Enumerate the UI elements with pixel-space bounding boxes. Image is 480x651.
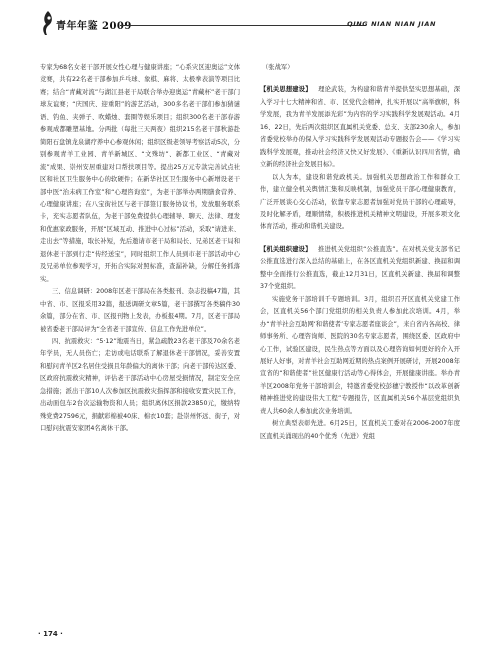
- page-number: · 174 ·: [38, 630, 63, 638]
- section-gap: [260, 74, 460, 84]
- section-heading: 【机关组织建设】: [260, 245, 312, 253]
- paragraph: 以人为本，建设和谐党政机关。加强机关思想政治工作和群众工作，建立健全机关舆情汇集和反映机制，加强党员干部心理健康教育，广泛开展谈心交心活动，依靠专家志愿者加强对党员干部的心理疏导，及时化解矛盾，理顺情绪，积极推进机关精神文明建设，开展多项文化体育活动，推动和谐机关建设。: [260, 173, 460, 231]
- paragraph: 专家为68名女老干部开展女性心理与健康讲座；“心系灾区迎奥运”文体竞赛，共有22名老干部参加乒乓球、象棋、麻将、太极拳表演等项目比赛；结合“青藏对流”与湖江县老干局联合举办迎奥运“青藏杯”老干部门球友谊赛；“庆国庆、迎重阳”的游艺活动，300多名老干部们参加猜谜语、钓鱼、夹弹子、吹蜡烛、套圈等娱乐项目；组织300名老干部春游参观成都雕塑基地。分两批（每批三天两夜）组织215名老干部秋游赴简阳石盘镇龙泉湖疗养中心参观休闲；组织区级老领导考察活动5次，分别参观青羊工业园、青羊新城区、“文殊坊”、新都工业区、“青藏对流”成果、崇州安居重建对口帮扶项目等。提出25万元专款完善试点社区和社区卫生服务中心的软硬件；在新华社区卫生服务中心新增设老干部中医“治未病工作室”和“心理咨询室”，为老干部举办两期膳食营养、心理健康讲座；在八宝街社区与老干部签订服务协议书，发放服务联系卡，充实志愿者队伍，为老干部免费提供心理辅导、聊天、法律、理发和优惠家政服务，开展“区域互动、推进中心过标”活动，采取“请进来、走出去”等措施，取长补短，先后邀请市老干局和局长、兄弟区老干局和退休老干部到行走“传经送宝”，同时组织工作人员到市老干部活动中心及兄弟单位参观学习，开拓合实际对照标准，查漏补缺，分解任务抓落实。: [40, 64, 240, 283]
- header-pinyin: QING NIAN NIAN JIAN: [347, 20, 436, 28]
- paragraph-text: 推进机关党组织“公推直选”。在对机关党支部书记公推直选进行深入总结的基础上，在各区直机关党组织新建、换届和调整中全面推行公推直选，截止12月31日，区直机关新建、换届和调整37个党组织。: [260, 245, 461, 291]
- section-heading: 【机关思想建设】: [260, 86, 312, 94]
- section-paragraph: [260, 244, 460, 294]
- section-paragraph: [260, 84, 460, 171]
- left-column: [40, 62, 240, 436]
- section-gap: [260, 234, 460, 244]
- header-title: 青年年鉴 2009: [56, 21, 132, 32]
- paragraph: 树立典型表彰先进。6月25日，区直机关工委对在2006-2007年度区直机关涌现出的40个优秀（先进）党组: [260, 420, 460, 440]
- paragraph-text: 理论武装，为构建和谐青羊提供坚实思想基础，深入学习十七大精神和省、市、区党代会精神，扎实开展以“高举旗帜，科学发展，我为青羊发展添光彩”为内容的学习实践科学发展观活动。4月16、22日，先后两次组织区直属机关党委、总支、支部230余人，参加省委党校举办的保入学习实践科学发展观活动专题报告会——《学习实践科学发展观，推动社会经济又快又好发展》、《重新认识四川省情，确立新的经济社会发展目标》。: [260, 86, 461, 169]
- author-signoff: （张战军）: [262, 64, 294, 71]
- yearbook-logo-icon: [40, 10, 56, 36]
- page-header: [0, 0, 480, 40]
- header-rule: [120, 25, 366, 26]
- paragraph: 三、信息调研：2008年区老干部局在各类报刊、杂志投稿47篇，其中省、市、区报采用32篇，报送调研文章5篇，老干部撰写各类稿件30余篇，部分在省、市、区报刊物上发表，办板报4期。7月，区老干部局被省委老干部局评为“全省老干部宣传、信息工作先进单位”。: [40, 288, 240, 333]
- right-column: [260, 62, 460, 443]
- paragraph: 实施党务干部培训千专题培训。3月，组织召开区直机关党建工作会，区直机关56个部门党组织的相关负责人参加此次培训。4月，举办“青羊社会互助网‘和谐使者’专家志愿者座谈会”，来自省内各高校、律师事务所、心理咨询师、医院的30名专家志愿者，围绕区委、区政府中心工作，试验区建设，民生热点等方面以及心理咨询如何更好的介入开展好人好事，对青羊社会互助网近期的热点案例开展研讨，开展2008年宣省的“和谐使者”社区健康行活动等心得体会，开展健康讲座。举办青羊区2008年党务干部培训会，特邀省委党校彭穗宁教授作“以改革创新精神推进党的建设伟大工程”专题报告，区直属机关56个基层党组织负责人共60余人参加此次业务培训。: [260, 295, 460, 415]
- paragraph: 四、抗震救灾：“5·12”地震当日，紧急疏散23名老干部及70余名老年学员，无人员伤亡；走访或电话联系了解退休老干部情况，妥善安置和慰问青羊区2名居住受损且年龄偏大的离休干部；向老干部传达区委、区政府抗震救灾精神，评估老干部活动中心房屋受损情况，制定安全应急措施；派出干部10人次参加区抗震救灾指挥部和接收安置灾民工作，出动面包车2台次运输物资和人员；组织离休区捐款23850元，缴纳特殊党费27596元，捐献彩棉被40床、棉衣10套；赴崇州怀远、街子，对口慰问抗震安家团4名离休干部。: [40, 337, 240, 433]
